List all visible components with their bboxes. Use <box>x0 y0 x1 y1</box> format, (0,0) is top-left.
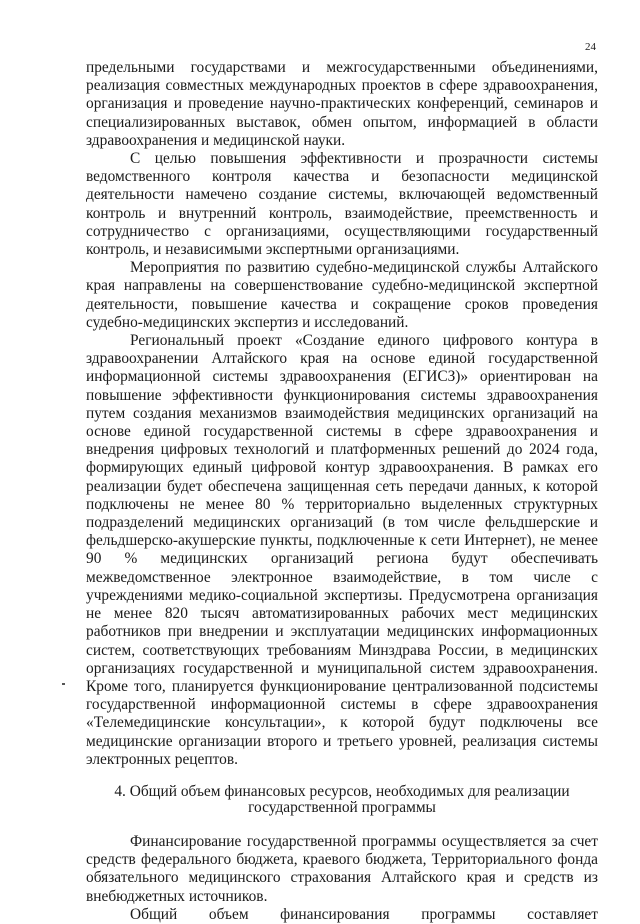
last-line-word: Общий <box>130 905 178 923</box>
body-text <box>86 59 598 924</box>
section-heading-line-2: государственной программы <box>248 798 436 816</box>
last-line-word: объем <box>208 905 249 923</box>
paragraph-departmental-control: С целью повышения эффективности и прозрачности системы ведомственного контроля качества и безопасности медицинской деятельности намечено создание системы, включающей ведомственный контроль и внутренний контроль, взаимодействие, преемственность и сотрудничество с организациями, осуществляющими государственный контроль, и независимыми экспертными организациями. <box>86 150 598 259</box>
page-number: 24 <box>585 41 596 53</box>
last-line-word: финансирования <box>280 905 390 923</box>
last-line-word: составляет <box>527 905 598 923</box>
last-line-word: программы <box>421 905 496 923</box>
last-line <box>86 906 598 924</box>
section-heading <box>86 784 598 816</box>
paragraph-financing: Финансирование государственной программы осуществляется за счет средств федерального бюджета, краевого бюджета, Территориального фонда обязательного медицинского страхования Алтайского края и средств из внебюджетных источников. <box>86 832 598 905</box>
paragraph-continuation: предельными государствами и межгосударственными объединениями, реализация совместных международных проектов в сфере здравоохранения, организация и проведение научно-практических конференций, семинаров и специализированных выставок, обмен опытом, информацией в области здравоохранения и медицинской науки. <box>86 59 598 149</box>
section-heading-line-1: 4. Общий объем финансовых ресурсов, необходимых для реализации <box>114 782 570 800</box>
margin-mark <box>62 683 65 685</box>
paragraph-forensic-service: Мероприятия по развитию судебно-медицинской службы Алтайского края направлены на совершенствование судебно-медицинской экспертной деятельности, повышение качества и сокращение сроков проведения судебно-медицинских экспертиз и исследований. <box>86 259 598 331</box>
paragraph-regional-project: Региональный проект «Создание единого цифрового контура в здравоохранении Алтайского края на основе единой государственной информационной системы здравоохранения (ЕГИСЗ)» ориентирован на повышение эффективности функционирования системы здравоохранения путем создания механизмов взаимодействия медицинских организаций на основе единой государственной системы в сфере здравоохранения и внедрения цифровых технологий и платформенных решений до 2024 года, формирующих единый цифровой контур здравоохранения. В рамках его реализации будет обеспечена защищенная сеть передачи данных, к которой подключены не менее 80 % территориально выделенных структурных подразделений медицинских организаций (в том числе фельдшерские и фельдшерско-акушерские пункты, подключенные к сети Интернет), не менее 90 % медицинских организаций региона будут обеспечивать межведомственное электронное взаимодействие, в том числе с учреждениями медико-социальной экспертизы. Предусмотрена организация не менее 820 тысяч автоматизированных рабочих мест медицинских работников при внедрении и эксплуатации медицинских информационных систем, соответствующих требованиям Минздрава России, в медицинских организациях государственной и муниципальной систем здравоохранения. Кроме того, планируется функционирование централизованной подсистемы государственной информационной системы в сфере здравоохранения «Телемедицинские консультации», к которой будут подключены все медицинские организации второго и третьего уровней, реализация системы электронных рецептов. <box>86 332 598 768</box>
